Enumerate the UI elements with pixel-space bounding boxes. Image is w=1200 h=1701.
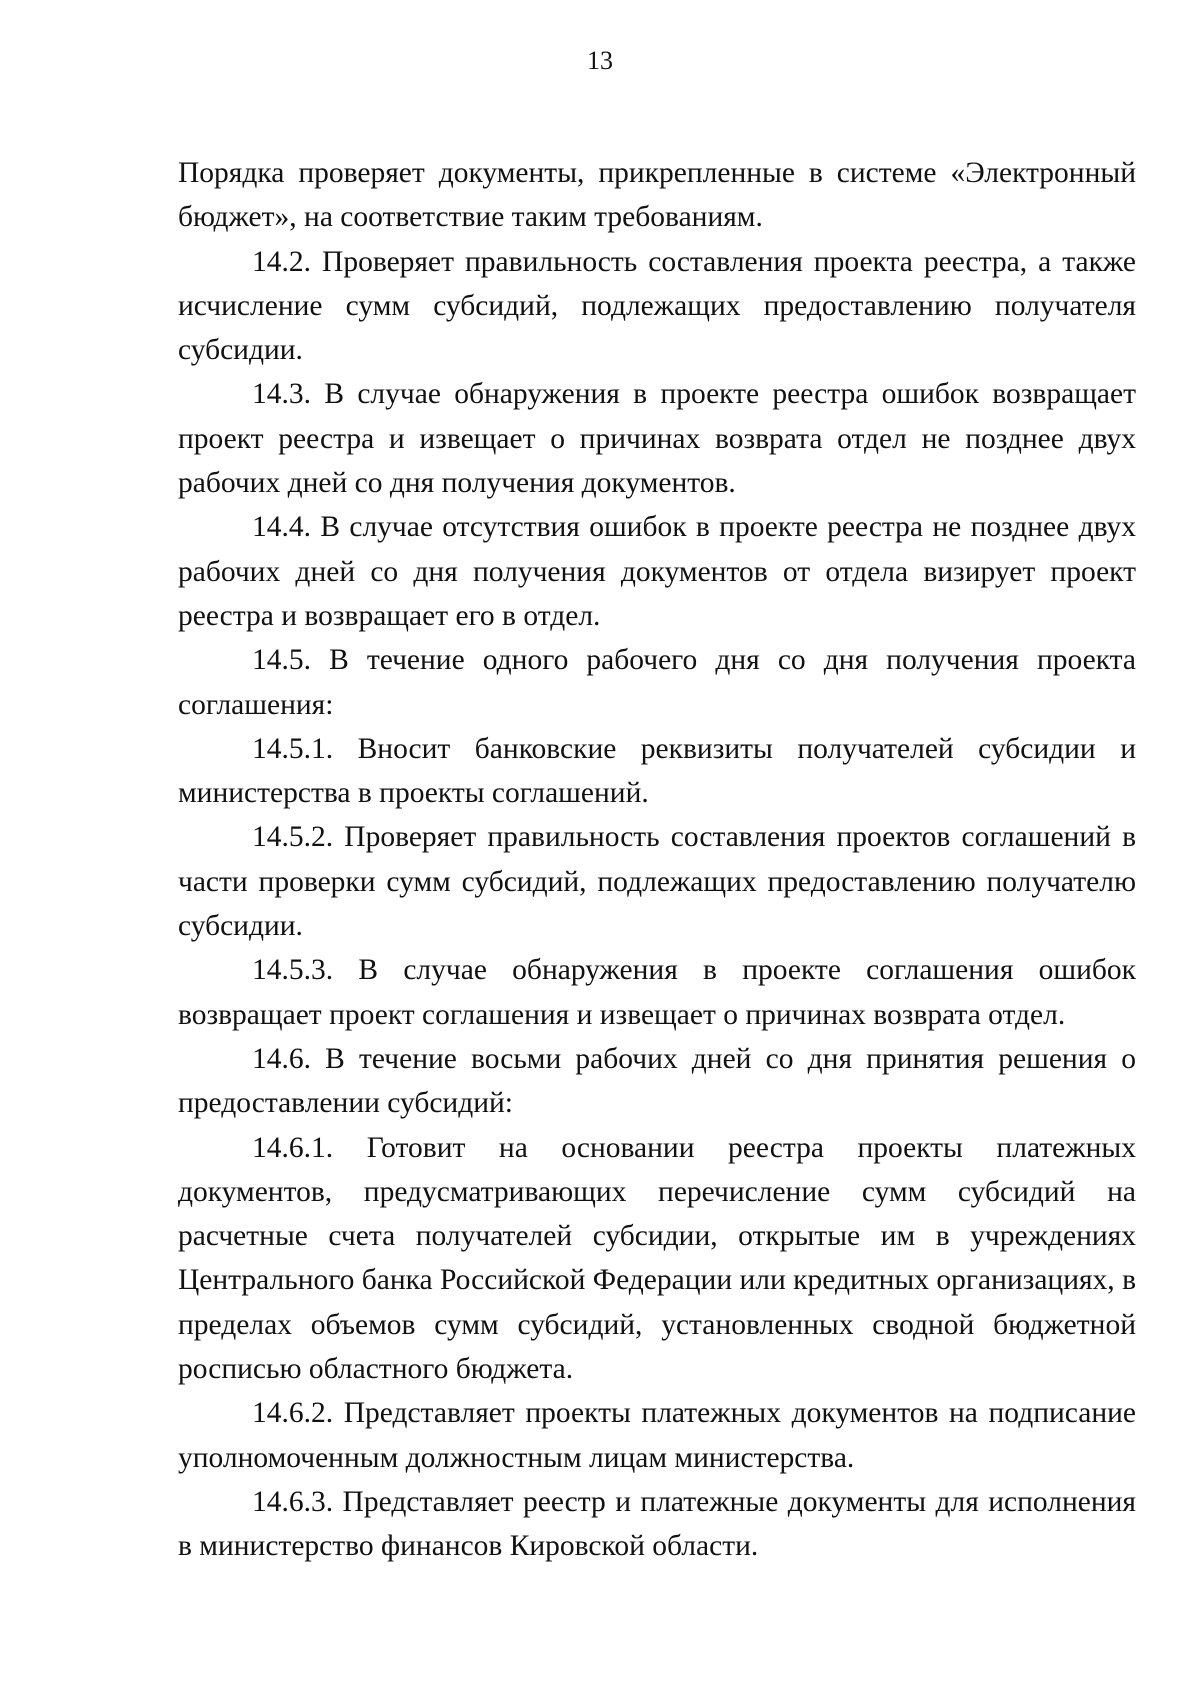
document-body	[178, 151, 1136, 1569]
paragraph: 14.5.2. Проверяет правильность составления проектов соглашений в части проверки сумм субсидий, подлежащих предоставлению получателю субсидии.	[178, 821, 1136, 943]
paragraph: 14.5. В течение одного рабочего дня со дня получения проекта соглашения:	[178, 644, 1136, 721]
paragraph: 14.4. В случае отсутствия ошибок в проекте реестра не позднее двух рабочих дней со дня получения документов от отдела визирует проект реестра и возвращает его в отдел.	[178, 511, 1136, 632]
paragraph: 14.3. В случае обнаружения в проекте реестра ошибок возвращает проект реестра и извещает о причинах возврата отдел не позднее двух рабочих дней со дня получения документов.	[178, 378, 1136, 500]
paragraph: 14.6. В течение восьми рабочих дней со дня принятия решения о предоставлении субсидий:	[178, 1042, 1136, 1120]
page-number: 13	[587, 46, 613, 75]
paragraph: 14.6.2. Представляет проекты платежных документов на подписание уполномоченным должностным лицам министерства.	[178, 1397, 1136, 1474]
paragraph: Порядка проверяет документы, прикрепленные в системе «Электронный бюджет», на соответствие таким требованиям.	[178, 157, 1136, 234]
paragraph: 14.2. Проверяет правильность составления проекта реестра, а также исчисление сумм субсидий, подлежащих предоставлению получателя субсидии.	[178, 245, 1136, 367]
paragraph: 14.5.1. Вносит банковские реквизиты получателей субсидии и министерства в проекты соглашений.	[178, 732, 1136, 810]
paragraph: 14.6.1. Готовит на основании реестра проекты платежных документов, предусматривающих перечисление сумм субсидий на расчетные счета получателей субсидии, открытые им в учреждениях Центрального банка Российской Федерации или кредитных организациях, в пределах объемов сумм субсидий, установленных сводной бюджетной росписью областного бюджета.	[178, 1131, 1136, 1386]
paragraph: 14.6.3. Представляет реестр и платежные документы для исполнения в министерство финансов Кировской области.	[178, 1485, 1136, 1563]
paragraph: 14.5.3. В случае обнаружения в проекте соглашения ошибок возвращает проект соглашения и извещает о причинах возврата отдел.	[178, 954, 1136, 1031]
